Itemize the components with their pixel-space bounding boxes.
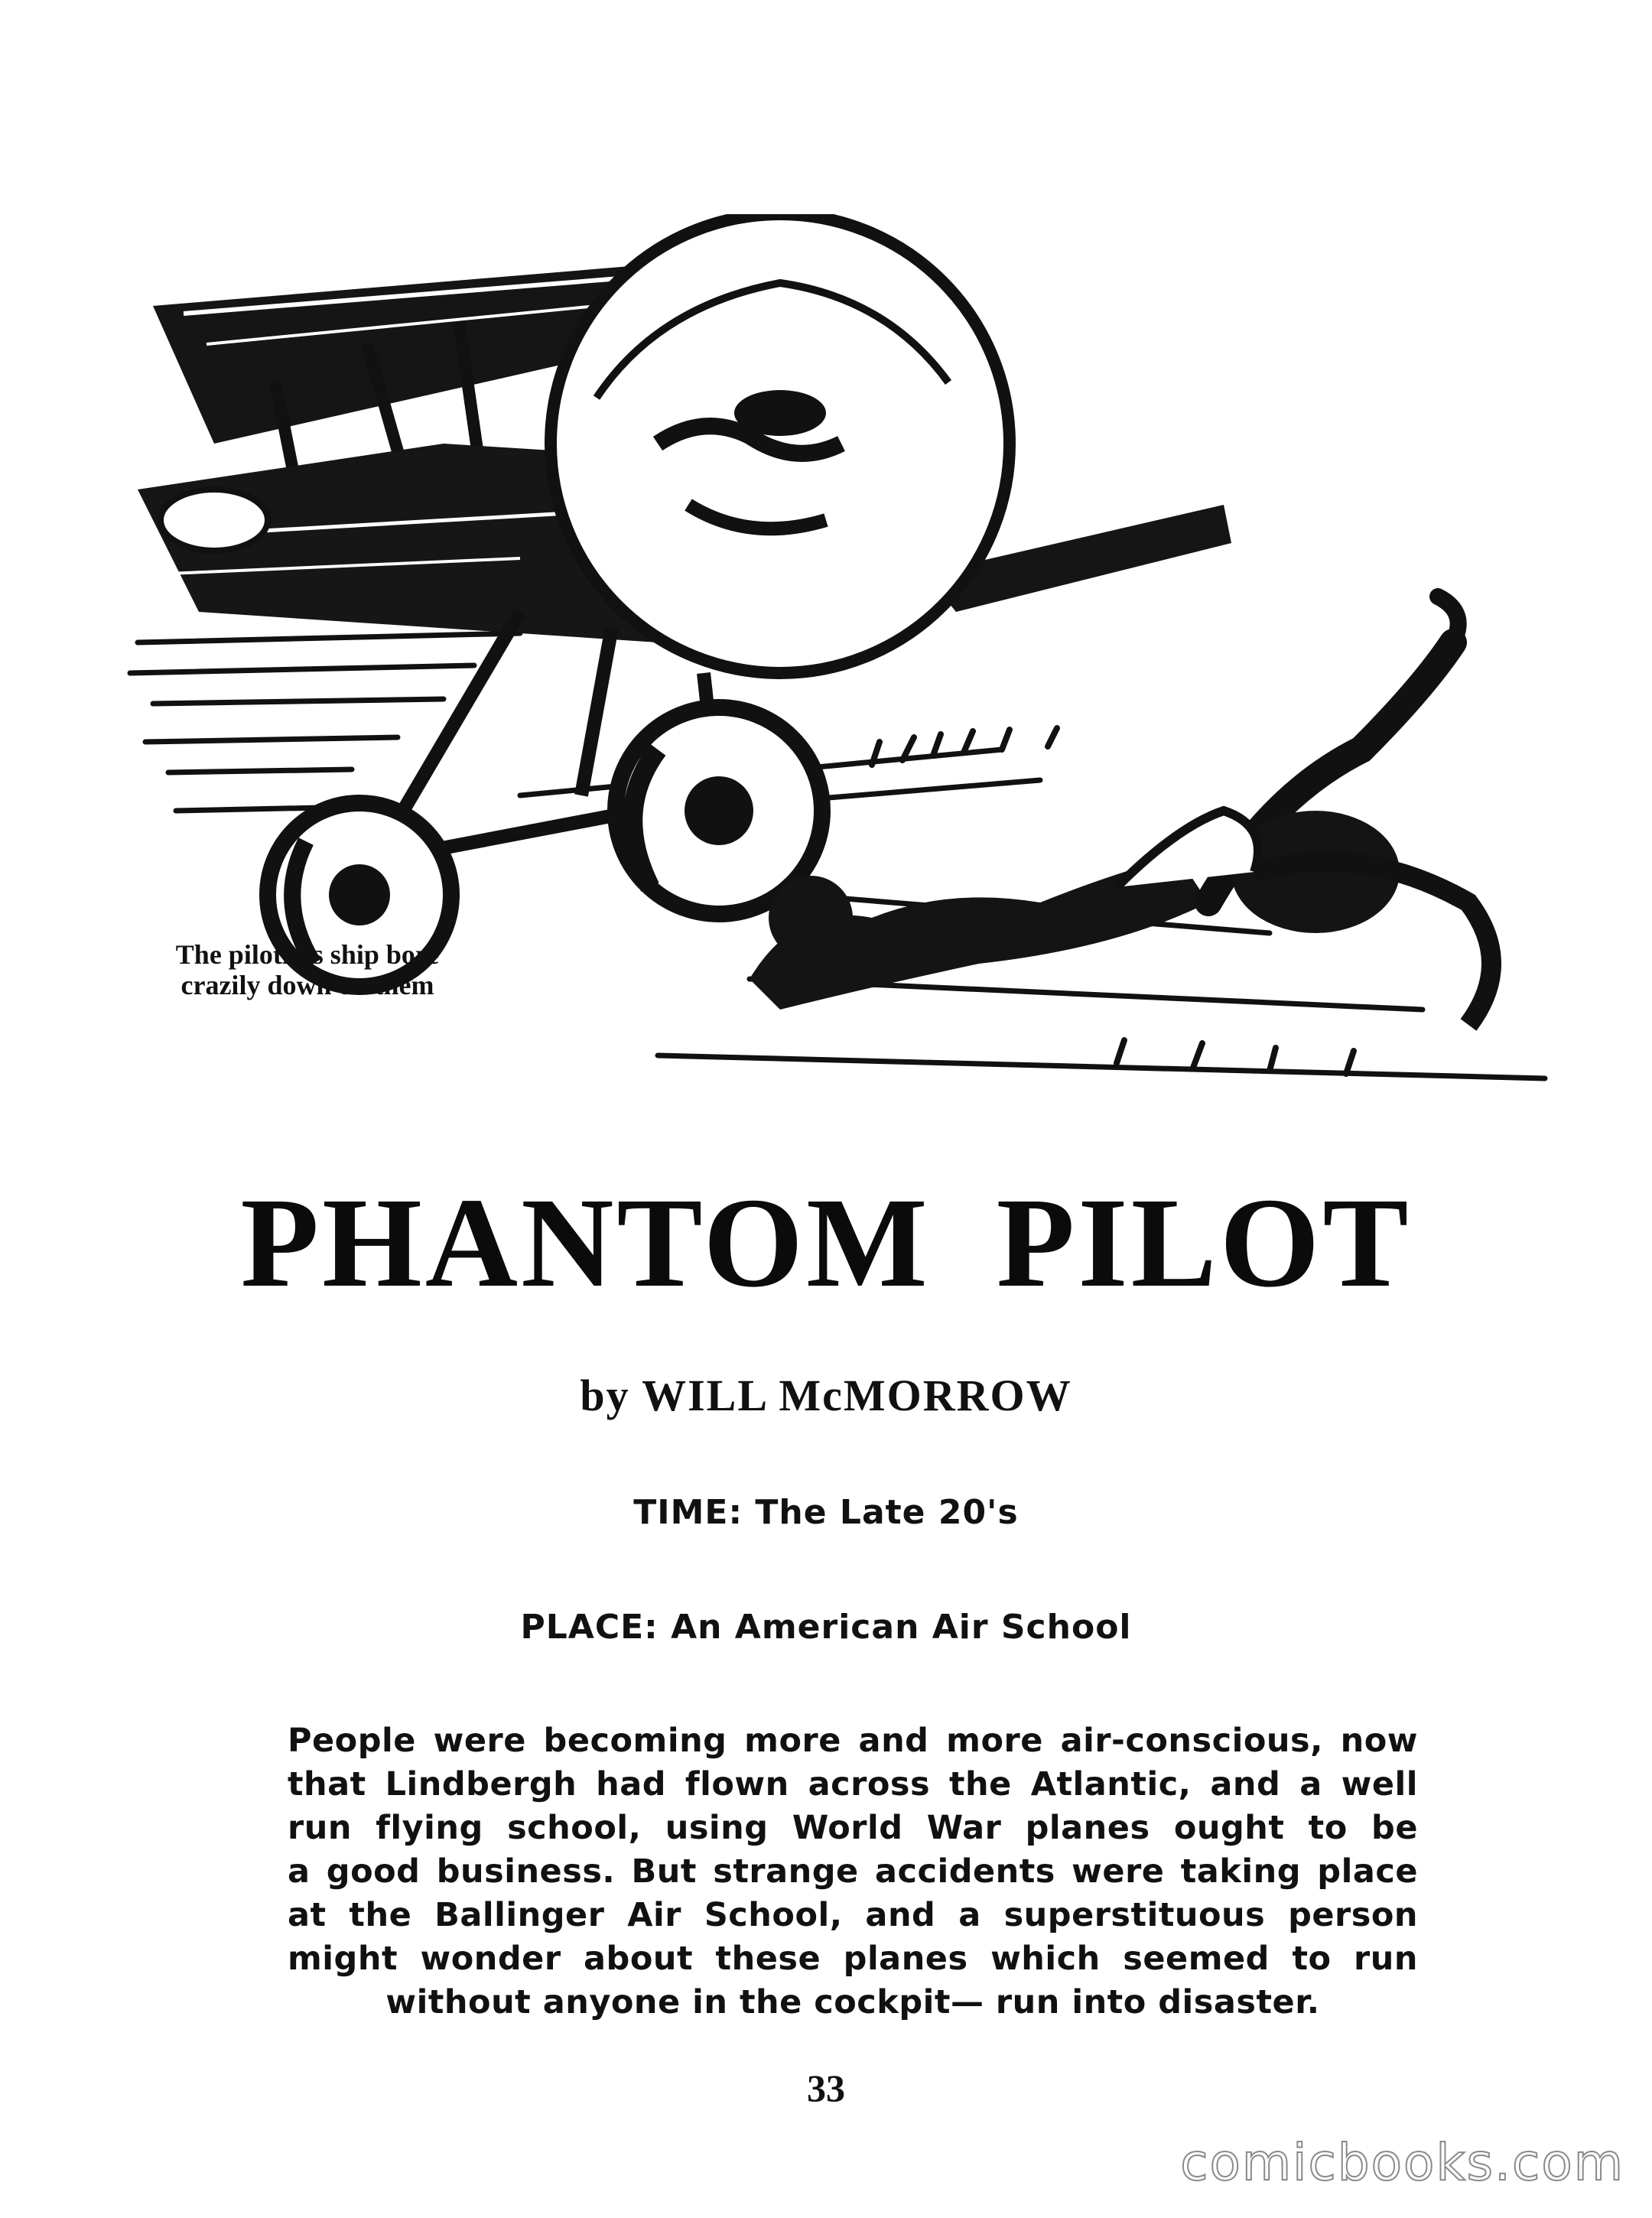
intro-line: at the Ballinger Air School, and a superstituous person	[288, 1896, 1418, 1934]
story-byline: by WILL McMORROW	[580, 1371, 1072, 1420]
story-place: PLACE: An American Air School	[520, 1608, 1132, 1647]
story-time: TIME: The Late 20's	[633, 1493, 1019, 1532]
intro-line: that Lindbergh had flown across the Atlantic, and a well	[288, 1765, 1418, 1803]
caption-line: The pilotless ship bore	[175, 939, 440, 970]
story-title: PHANTOM PILOT	[240, 1172, 1412, 1314]
intro-line: People were becoming more and more air-conscious, now	[288, 1722, 1418, 1760]
story-intro	[288, 1719, 1418, 2024]
site-watermark: comicbooks.com	[1180, 2133, 1624, 2192]
intro-line: without anyone in the cockpit— run into disaster.	[385, 1983, 1320, 2021]
illustration-caption	[124, 939, 491, 1000]
intro-line: run flying school, using World War planes ought to be	[288, 1809, 1418, 1847]
intro-line: might wonder about these planes which seemed to run	[288, 1940, 1418, 1978]
intro-line: a good business. But strange accidents were taking place	[288, 1852, 1418, 1891]
page-number: 33	[807, 2067, 845, 2109]
caption-line: crazily down on them	[180, 970, 434, 1000]
